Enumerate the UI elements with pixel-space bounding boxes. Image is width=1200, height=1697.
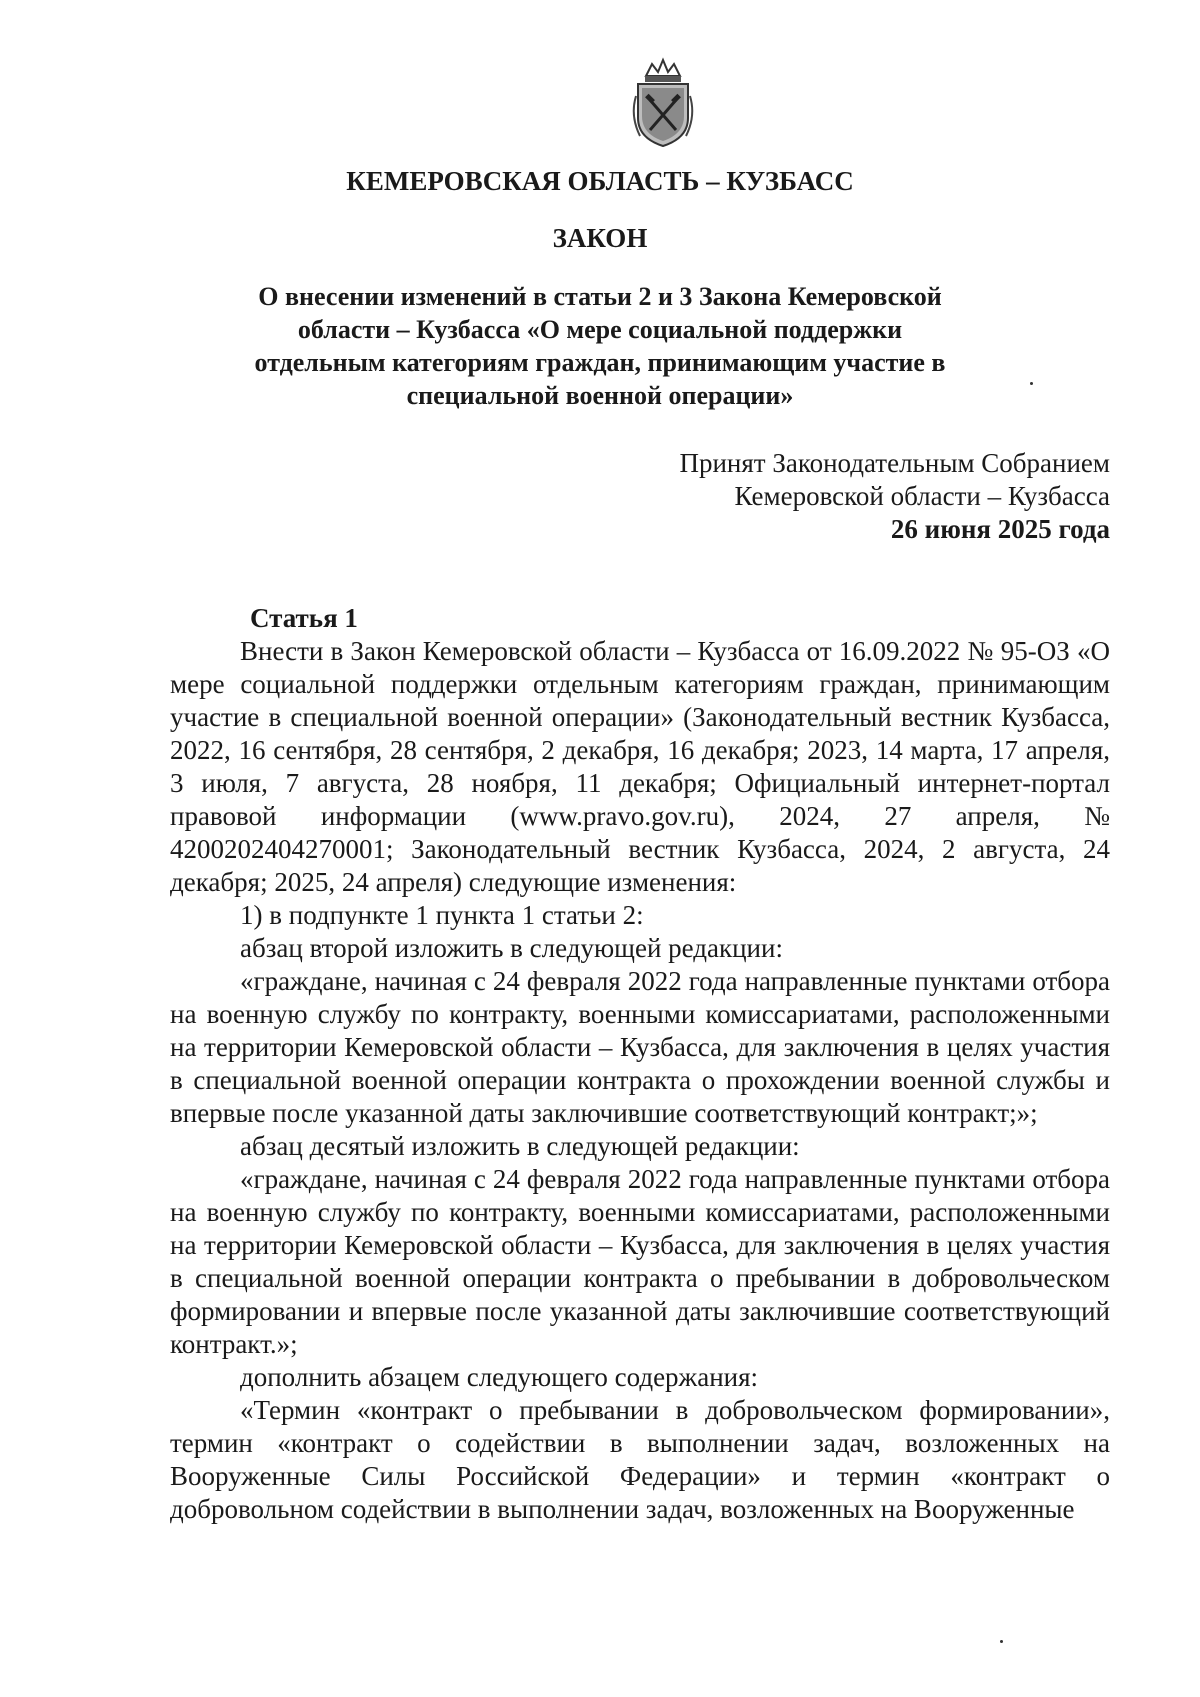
adoption-date: 26 июня 2025 года — [890, 514, 1110, 544]
scan-speck — [1030, 382, 1033, 385]
region-heading: КЕМЕРОВСКАЯ ОБЛАСТЬ – КУЗБАСС — [346, 166, 854, 196]
article-intro-paragraph: Внести в Закон Кемеровской области – Кузбасса от 16.09.2022 № 95-ОЗ «О мере социальной поддержки отдельным категориям граждан, принимающим участие в специальной военной операции» (Законодательный вестник Кузбасса, 2022, 16 сентября, 28 сентября, 2 декабря, 16 декабря; 2023, 14 марта, 17 апреля, 3 июля, 7 августа, 28 ноября, 11 декабря; Официальный интернет-портал правовой информации (www.pravo.gov.ru), 2024, 27 апреля, № 4200202404270001; Законодательный вестник Кузбасса, 2024, 2 августа, 24 декабря; 2025, 24 апреля) следующие изменения: — [170, 636, 1110, 897]
article-1-body — [170, 602, 1110, 1526]
law-title: О внесении изменений в статьи 2 и 3 Закона Кемеровской области – Кузбасса «О мере социальной поддержки отдельным категориям граждан, принимающим участие в специальной военной операции» — [254, 282, 946, 410]
adoption-line-1: Принят Законодательным Собранием — [679, 448, 1110, 478]
paragraph-10-intro: абзац десятый изложить в следующей редакции: — [240, 1131, 800, 1161]
addition-intro: дополнить абзацем следующего содержания: — [240, 1362, 759, 1392]
document-type-heading: ЗАКОН — [552, 223, 648, 253]
scan-speck — [1000, 1640, 1003, 1643]
adoption-line-2: Кемеровской области – Кузбасса — [734, 481, 1110, 511]
adoption-block — [679, 447, 1110, 546]
article-heading: Статья 1 — [250, 603, 358, 633]
paragraph-2-text: «граждане, начиная с 24 февраля 2022 года направленные пунктами отбора на военную службу по контракту, военными комиссариатами, расположенными на территории Кемеровской области – Кузбасса, для заключения в целях участия в специальной военной операции контракта о прохождении военной службы и впервые после указанной даты заключившие соответствующий контракт;»; — [170, 966, 1110, 1128]
paragraph-2-intro: абзац второй изложить в следующей редакции: — [240, 933, 783, 963]
coat-of-arms-emblem — [628, 56, 698, 148]
addition-text: «Термин «контракт о пребывании в добровольческом формировании», термин «контракт о содействии в выполнении задач, возложенных на Вооруженные Силы Российской Федерации» и термин «контракт о добровольном содействии в выполнении задач, возложенных на Вооруженные — [170, 1395, 1110, 1524]
paragraph-10-text: «граждане, начиная с 24 февраля 2022 года направленные пунктами отбора на военную службу по контракту, военными комиссариатами, расположенными на территории Кемеровской области – Кузбасса, для заключения в целях участия в специальной военной операции контракта о пребывании в добровольческом формировании и впервые после указанной даты заключившие соответствующий контракт.»; — [170, 1164, 1110, 1359]
item-1: 1) в подпункте 1 пункта 1 статьи 2: — [240, 900, 644, 930]
